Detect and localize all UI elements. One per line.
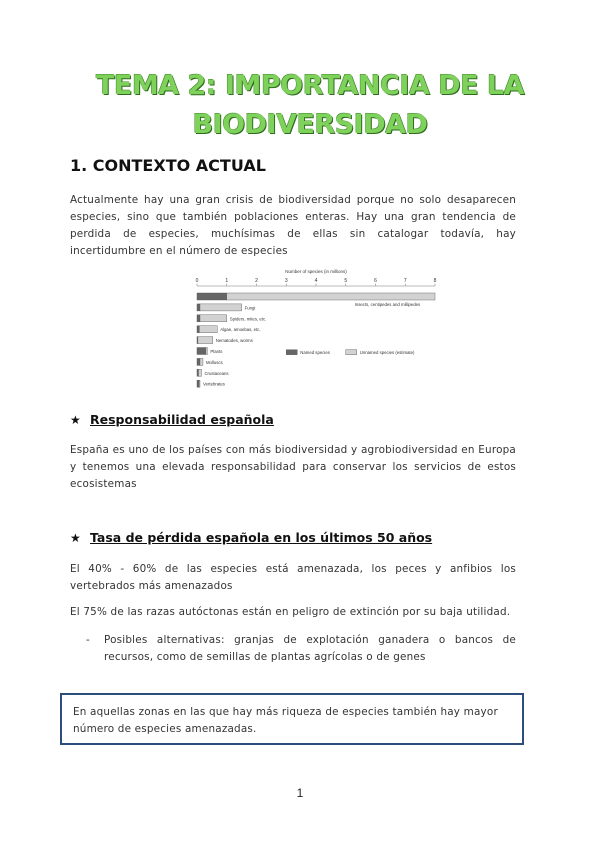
x-tick-label: 0: [195, 278, 199, 284]
unnamed-species-bar: [199, 380, 200, 387]
highlight-note-box: En aquellas zonas en las que hay más riqueza de especies también hay mayor número de especies amenazadas.: [60, 693, 524, 745]
unnamed-species-bar: [206, 348, 207, 355]
breeds-paragraph: El 75% de las razas autóctonas están en peligro de extinción por su baja utilidad.: [70, 606, 511, 618]
x-tick-label: 2: [255, 278, 258, 284]
named-species-bar: [197, 358, 200, 365]
x-tick-label: 5: [344, 278, 348, 284]
section-heading-loss-rate: [70, 530, 432, 545]
page-number: 1: [296, 786, 304, 800]
unnamed-species-bar: [200, 358, 203, 365]
alternatives-bullet: [86, 632, 516, 666]
category-label: Fungi: [244, 305, 256, 311]
x-tick-label: 8: [433, 278, 437, 284]
legend-named-label: Named species: [300, 350, 330, 356]
named-species-bar: [197, 369, 198, 376]
section-heading-context: 1. CONTEXTO ACTUAL: [70, 156, 266, 175]
unnamed-species-bar: [198, 337, 213, 344]
unnamed-species-bar: [227, 293, 435, 300]
bullet-dash: -: [86, 634, 90, 646]
category-label: Insects, centipedes and millipedes: [354, 302, 421, 307]
unnamed-species-bar: [200, 315, 227, 322]
x-tick-label: 4: [314, 278, 318, 284]
star-icon: ★: [70, 412, 81, 427]
loss-rate-paragraph: El 40% - 60% de las especies está amenazada, los peces y anfibios los vertebrados más amenazados: [70, 563, 516, 592]
title-line-2: BIODIVERSIDAD: [192, 109, 428, 140]
x-tick-label: 7: [403, 278, 407, 284]
title-line-1: TEMA 2: IMPORTANCIA DE LA: [95, 70, 525, 101]
legend-unnamed-label: Unnamed species (estimate): [359, 350, 415, 356]
named-species-bar: [197, 304, 200, 311]
category-label: Vertebrates: [202, 381, 225, 387]
responsibility-heading-text: Responsabilidad española: [90, 412, 274, 427]
legend-unnamed-swatch: [346, 350, 357, 355]
x-tick-label: 1: [225, 278, 229, 284]
category-label: Molluscs: [205, 359, 223, 365]
category-label: Algae, amoebas, etc.: [220, 327, 261, 333]
species-bar-chart: [192, 266, 442, 392]
star-icon: ★: [70, 530, 81, 545]
category-label: Crustaceans: [204, 370, 229, 376]
alternatives-text: Posibles alternativas: granjas de explotación ganadera o bancos de recursos, como de semillas de plantas agrícolas o de genes: [104, 634, 516, 663]
responsibility-paragraph: España es uno de los países con más biodiversidad y agrobiodiversidad en Europa y tenemos una elevada responsabilidad para conservar los servicios de estos ecosistemas: [70, 444, 516, 490]
page-title: [60, 66, 560, 144]
named-species-bar: [197, 348, 206, 355]
named-species-bar: [197, 326, 199, 333]
x-tick-label: 6: [374, 278, 377, 284]
chart-title: Number of species (in millions): [285, 269, 347, 274]
named-species-bar: [197, 293, 227, 300]
named-species-bar: [197, 315, 200, 322]
section-heading-responsibility: [70, 412, 274, 427]
named-species-bar: [197, 380, 199, 387]
category-label: Plants: [210, 349, 223, 354]
legend-named-swatch: [286, 350, 297, 355]
context-paragraph: Actualmente hay una gran crisis de biodiversidad porque no solo desaparecen especies, sino que también poblaciones enteras. Hay una gran tendencia de perdida de especies, muchísimas de ellas sin catalogar todavía, hay incertidumbre en el número de especies: [70, 194, 516, 257]
x-tick-label: 3: [284, 278, 288, 284]
category-label: Nematodes, worms: [215, 338, 253, 344]
unnamed-species-bar: [199, 326, 217, 333]
category-label: Spiders, mites, etc.: [229, 316, 267, 322]
unnamed-species-bar: [198, 369, 201, 376]
unnamed-species-bar: [200, 304, 242, 311]
loss-rate-heading-text: Tasa de pérdida española en los últimos 50 años: [90, 530, 433, 545]
